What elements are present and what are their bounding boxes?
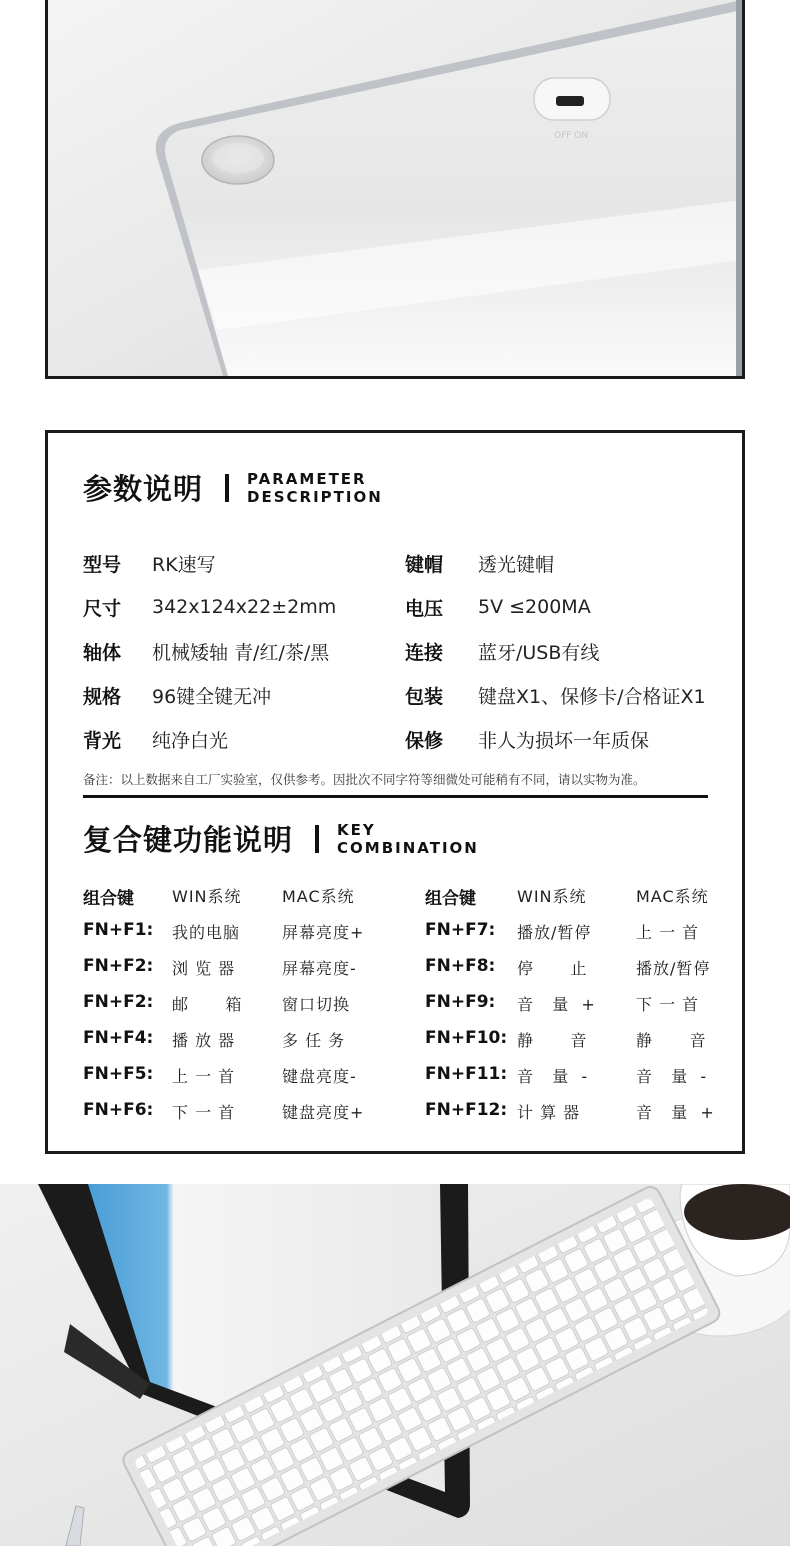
heading-divider [225, 474, 229, 502]
param-row: 背光 纯净白光 保修 非人为损坏一年质保 [83, 729, 650, 752]
keyboard-underside-photo [45, 0, 745, 379]
section-divider [83, 795, 708, 798]
combo-header-row: 组合键 WIN系统 MAC系统 组合键 WIN系统 MAC系统 [83, 887, 709, 909]
spec-note: 备注：以上数据来自工厂实验室，仅供参考。因批次不同字符等细微处可能稍有不同，请以实物为准。 [83, 772, 646, 787]
param-row: 型号 RK速写 键帽 透光键帽 [83, 553, 555, 576]
keyboard-lifestyle-photo [0, 1184, 790, 1546]
combination-heading [83, 818, 479, 859]
parameter-title-cn: 参数说明 [83, 472, 204, 506]
parameter-heading [83, 467, 383, 508]
param-row: 轴体 机械矮轴 青/红/茶/黑 连接 蓝牙/USB有线 [83, 641, 600, 664]
svg-text:OFF ON: OFF ON [554, 131, 589, 141]
combo-row: FN+F2: 邮 箱 窗口切换 FN+F9: 音 量 + 下 一 首 [83, 992, 700, 1014]
combination-title-cn: 复合键功能说明 [83, 823, 294, 857]
param-row: 规格 96键全键无冲 包装 键盘X1、保修卡/合格证X1 [83, 685, 706, 708]
heading-divider [315, 825, 319, 853]
combo-row: FN+F5: 上 一 首 键盘亮度- FN+F11: 音 量 - 音 量 - [83, 1064, 708, 1086]
spec-panel [45, 430, 745, 1154]
combo-row: FN+F6: 下 一 首 键盘亮度+ FN+F12: 计 算 器 音 量 + [83, 1100, 715, 1122]
param-row: 尺寸 342x124x22±2mm 电压 5V ≤200MA [83, 596, 591, 620]
combination-title-en: KEY COMBINATION [337, 820, 479, 857]
combo-row: FN+F4: 播 放 器 多 任 务 FN+F10: 静 音 静 音 [83, 1028, 707, 1050]
parameter-title-en: PARAMETER DESCRIPTION [247, 469, 383, 506]
combo-row: FN+F1: 我的电脑 屏幕亮度+ FN+F7: 播放/暂停 上 一 首 [83, 920, 700, 942]
combo-row: FN+F2: 浏 览 器 屏幕亮度- FN+F8: 停 止 播放/暂停 [83, 956, 711, 978]
